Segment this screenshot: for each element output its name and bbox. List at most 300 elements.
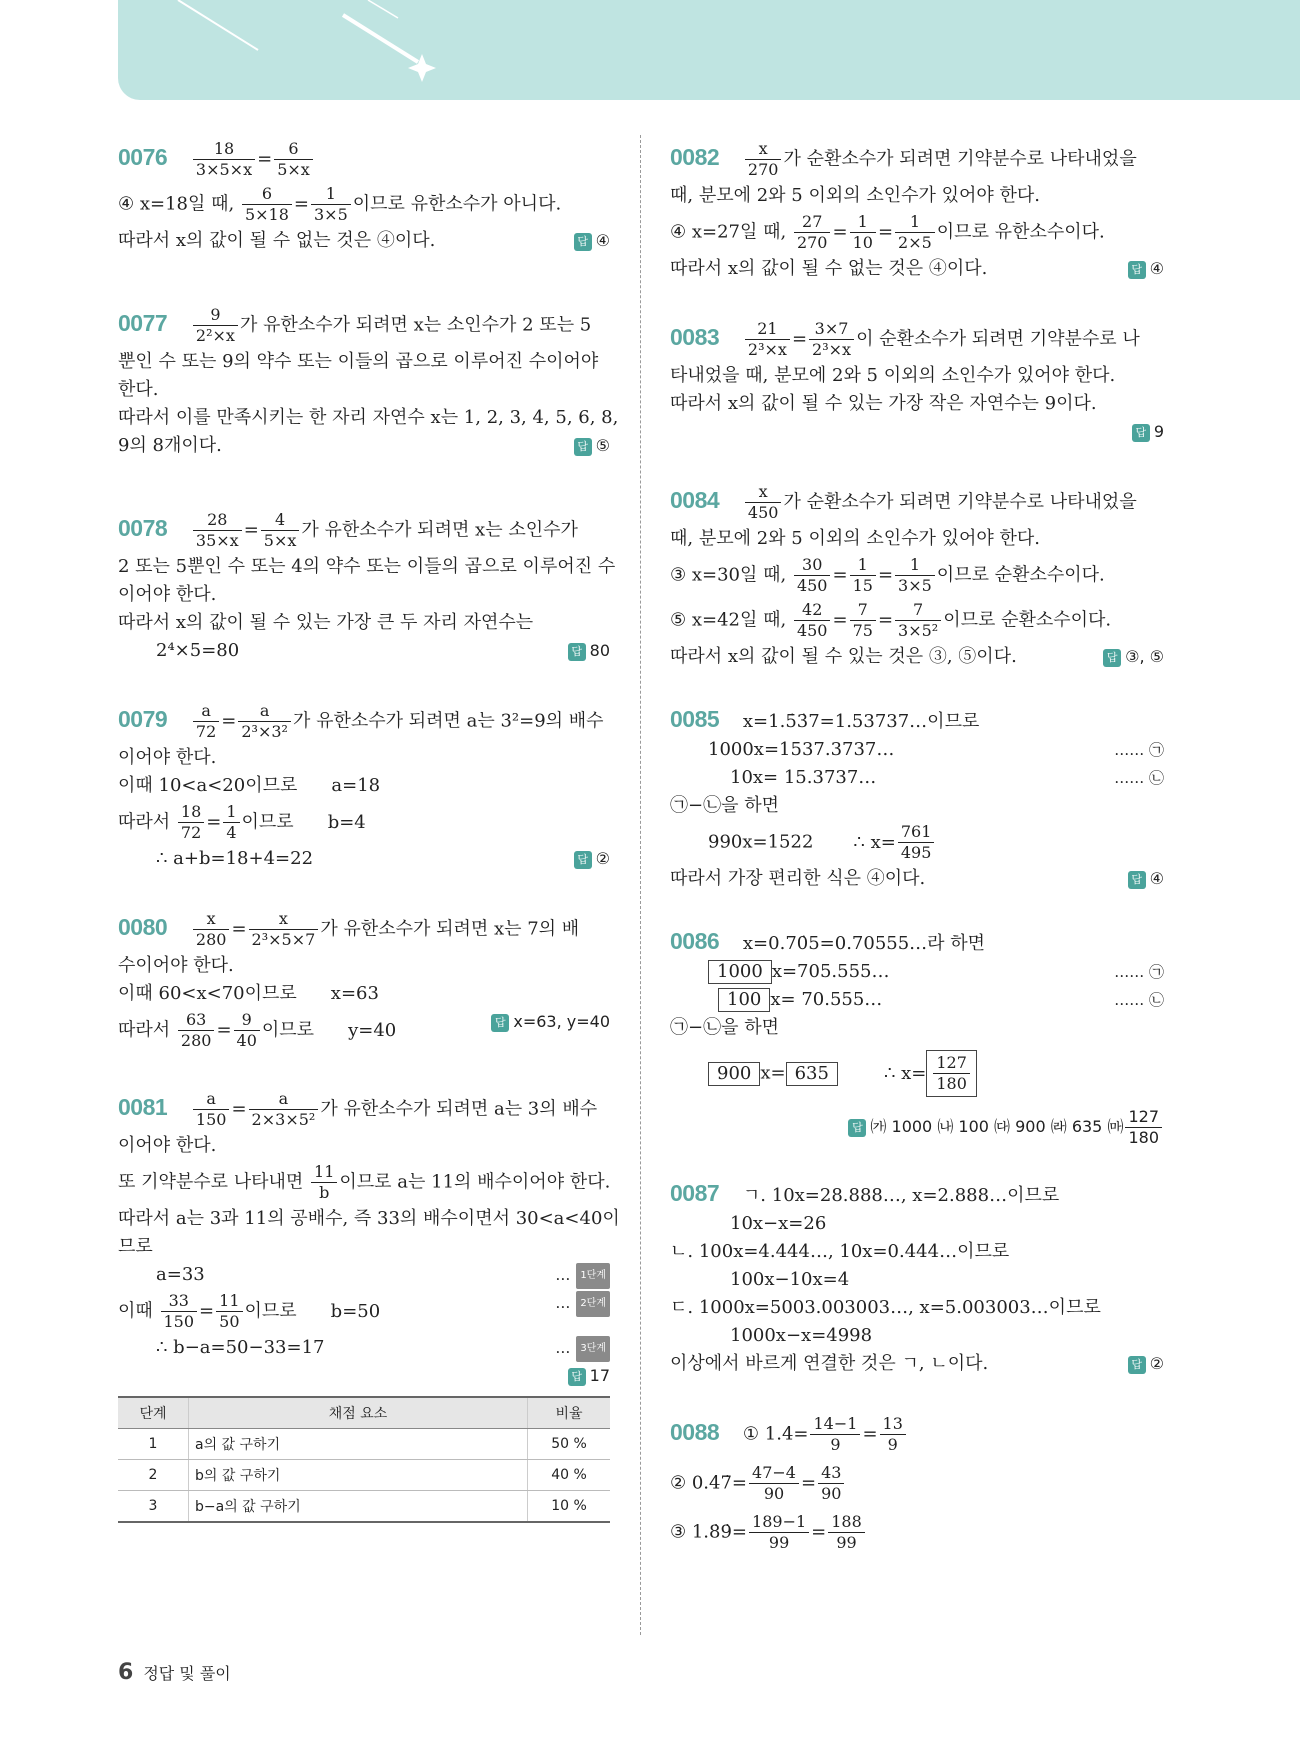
problem-number: 0078: [118, 514, 168, 541]
numerator: x: [249, 909, 319, 930]
denominator: 10: [852, 233, 873, 252]
denominator: 99: [836, 1533, 857, 1552]
fraction: [745, 319, 790, 360]
blank-box: 900: [708, 1062, 760, 1086]
fraction: [193, 909, 230, 950]
text: a=33: [156, 1264, 205, 1285]
text: 가 유한소수가 되려면 x는 소인수가 2 또는 5: [239, 314, 592, 336]
equation-marker: …… ㉠: [1114, 963, 1164, 981]
text: ④ x=27일 때,: [670, 221, 792, 243]
blank-box: 1000: [708, 960, 772, 984]
answer-icon: 답: [848, 1119, 866, 1137]
answer-value: ④: [1149, 259, 1164, 278]
text: a=18: [331, 775, 381, 796]
text: ∴ x=: [853, 831, 896, 853]
table-row: [118, 1491, 610, 1523]
answer: [574, 229, 610, 253]
page-footer: [118, 1660, 231, 1685]
answer: [1103, 645, 1164, 669]
text: b=50: [330, 1300, 381, 1322]
text: x=705.555…: [771, 961, 890, 982]
answer: [568, 639, 610, 663]
answer-value: ③, ⑤: [1125, 647, 1164, 666]
numerator: 18: [178, 802, 204, 823]
numerator: 9: [234, 1010, 260, 1031]
text: 따라서: [118, 811, 176, 833]
answer-icon: 답: [1128, 1356, 1146, 1374]
text: 므로: [118, 1236, 153, 1257]
text: y=40: [348, 1019, 397, 1041]
table-cell: 3: [118, 1491, 189, 1523]
problem-0079: 0079 $\frac{a}{72}$ = $\frac{a}{\text{2³×3²}}$ 가 유한소수가 되려면 a는 3²=9의 배수 이어야 한다. 이때 10<a<20이므로 a=18 따라서 $\frac{18}{72}$ = $\frac{1}{4}$ 이므로 b=4 ∴ a+b=18+4=22 답 ②: [118, 701, 610, 869]
text: 1000x=1537.3737…: [708, 739, 895, 760]
column-divider: [640, 135, 641, 1635]
fraction: [161, 1291, 198, 1332]
numerator: 11: [216, 1291, 242, 1312]
answer: [1132, 420, 1164, 444]
step-tag: 3단계: [576, 1336, 610, 1362]
problem-0076: 0076 $\frac{18}{3\times 5\times x}$ = $\frac{6}{5\times x}$ ④ x=18일 때, $\frac{6}{5\times 18}$ = $\frac{1}{3\times 5}$ 이므로 유한소수가 아니다. 따라서 x의 값이 될 수 없는 것은 ④이다. 답 ④: [118, 139, 610, 251]
problem-number: 0087: [670, 1180, 720, 1206]
problem-0080: 0080 $\frac{x}{280}$ = $\frac{x}{\text{2³×5×7}}$ 가 유한소수가 되려면 x는 7의 배 수이어야 한다. 이때 60<x<70이므로 x=63 따라서 $\frac{63}{280}$ = $\frac{9}{40}$ 이므로 y=40 답 x=63, y=40: [118, 909, 610, 1050]
denominator: 2³×x: [812, 340, 852, 359]
text: 이므로: [241, 811, 294, 833]
numerator: 18: [193, 139, 255, 160]
text: ∴ a+b=18+4=22: [156, 848, 314, 869]
numerator: 188: [828, 1512, 865, 1533]
text: 또 기약분수로 나타내면: [118, 1171, 310, 1193]
numerator: a: [193, 701, 219, 722]
fraction: [818, 1463, 844, 1504]
text: x=: [760, 1062, 786, 1084]
numerator: 1: [895, 555, 935, 576]
fraction: [193, 1089, 230, 1130]
text: 따라서 x의 값이 될 수 있는 가장 작은 자연수는 9이다.: [670, 393, 1097, 414]
numerator: 47−4: [749, 1463, 799, 1484]
fraction: [880, 1414, 906, 1455]
numerator: 127: [1125, 1107, 1162, 1128]
answer-value: ②: [1149, 1354, 1164, 1373]
equation-marker: …… ㉠: [1114, 741, 1164, 759]
text: ㄴ. 100x=4.444…, 10x=0.444…이므로: [670, 1241, 1010, 1262]
text: 이므로 a는 11의 배수이어야 한다.: [339, 1171, 611, 1193]
denominator: 72: [180, 823, 202, 842]
answer-value: ④: [595, 231, 610, 250]
fraction: [810, 1414, 860, 1455]
denominator: 2³×5×7: [251, 930, 316, 949]
denominator: 9: [830, 1435, 841, 1454]
table-header: 채점 요소: [189, 1397, 528, 1429]
text: ① 1.4̇=: [742, 1423, 809, 1445]
problem-0081: 0081 $\frac{a}{150}$ = $\frac{a}{\text{2×3×5²}}$ 가 유한소수가 되려면 a는 3의 배수 이어야 한다. 또 기약분수로 나타내면 $\frac{11}{b}$ 이므로 a는 11의 배수이어야 한다. 따라서 a는 3과 11의 공배수, 즉 33의 배수이면서 30<a<40이 므로 a=33 … 1단계 이때 $\frac{33}{150}$ = $\frac{11}{50}$ 이므로 b=50 … 2단계 ∴ b−a=50−33=17 … 3단계 답 17 단계 채점 요소 비율 1 a의 값 구하기 50 % 2 b의 값 구하기 40 % 3 b−a의 값 구하기 10 %: [118, 1089, 610, 1523]
problem-0083: 0083 $\frac{21}{\text{2³×x}}$ = $\frac{3\times 7}{\text{2³×x}}$ 이 순환소수가 되려면 기약분수로 나 타내었을 때, 분모에 2와 5 이외의 소인수가 있어야 한다. 따라서 x의 값이 될 수 있는 가장 작은 자연수는 9이다. 답 9: [670, 319, 1164, 444]
text: 따라서: [118, 1019, 176, 1041]
denominator: b: [319, 1183, 330, 1202]
denominator: 9: [887, 1435, 898, 1454]
numerator: 6: [274, 139, 313, 160]
text: ③ x=30일 때,: [670, 564, 792, 586]
text: 이 순환소수가 되려면 기약분수로 나: [856, 328, 1140, 350]
dots: …: [555, 1294, 571, 1312]
denominator: 3×5×x: [195, 160, 253, 179]
text: ㄷ. 1000x=5003.003003…, x=5.003003…이므로: [670, 1297, 1101, 1318]
table-cell: b−a의 값 구하기: [189, 1491, 528, 1523]
problem-0086: [670, 928, 1164, 1147]
numerator: 1: [850, 212, 876, 233]
denominator: 4: [226, 823, 237, 842]
fraction: [850, 212, 876, 253]
text: ㉠−㉡을 하면: [670, 1017, 779, 1038]
fraction: [311, 184, 351, 225]
text: 가 유한소수가 되려면 x는 7의 배: [320, 918, 580, 940]
denominator: 270: [796, 233, 828, 252]
text: ③ 1.8̇9̇=: [670, 1521, 748, 1543]
denominator: 5×x: [263, 531, 297, 550]
text: 이때 10<a<20이므로: [118, 775, 298, 796]
text: x=0.70̇5=0.70555…라 하면: [742, 933, 986, 954]
text: 뿐인 수 또는 9의 약수 또는 이들의 곱으로 이루어진 수이어야: [118, 351, 599, 372]
blank-box: 100: [718, 988, 770, 1012]
denominator: 270: [747, 160, 779, 179]
footer-title: 정답 및 풀이: [143, 1664, 231, 1683]
text: 따라서 x의 값이 될 수 없는 것은 ④이다.: [118, 230, 436, 251]
denominator: 75: [852, 621, 873, 640]
answer-icon: 답: [1128, 871, 1146, 889]
numerator: a: [249, 1089, 319, 1110]
answer-icon: 답: [1132, 424, 1150, 442]
text: 이므로 유한소수이다.: [936, 221, 1105, 243]
numerator: 27: [794, 212, 831, 233]
denominator: 2×5: [898, 233, 932, 252]
problem-0085: [670, 707, 1164, 891]
text: 이므로 순환소수이다.: [943, 609, 1112, 631]
denominator: 3×5: [898, 576, 932, 595]
fraction: [261, 510, 300, 551]
table-cell: a의 값 구하기: [189, 1429, 528, 1460]
numerator: 1: [895, 212, 935, 233]
text: 이어야 한다.: [118, 1135, 217, 1156]
answer: [574, 434, 610, 458]
text: 2 또는 5뿐인 수 또는 4의 약수 또는 이들의 곱으로 이루어진 수: [118, 556, 616, 577]
text: ∴ x=: [883, 1062, 927, 1084]
fraction: [223, 802, 239, 843]
denominator: 90: [763, 1484, 785, 1503]
text: 이어야 한다.: [118, 747, 217, 768]
denominator: 150: [195, 1110, 227, 1129]
answer-value: ④: [1149, 869, 1164, 888]
fraction: [828, 1512, 865, 1553]
text: b=4: [327, 811, 366, 833]
numerator: 1: [850, 555, 876, 576]
fraction: [898, 822, 935, 863]
fraction: [895, 555, 935, 596]
numerator: 43: [818, 1463, 844, 1484]
numerator: x: [193, 909, 230, 930]
fraction: [234, 1010, 260, 1051]
problem-0082: 0082 $\frac{x}{270}$ 가 순환소수가 되려면 기약분수로 나타내었을 때, 분모에 2와 5 이외의 소인수가 있어야 한다. ④ x=27일 때, $\frac{27}{270}$ = $\frac{1}{10}$ = $\frac{1}{2\times 5}$ 이므로 유한소수이다. 따라서 x의 값이 될 수 없는 것은 ④이다. 답 ④: [670, 139, 1164, 279]
text: 10x= 15.3737…: [730, 767, 877, 788]
text: ⑤ x=42일 때,: [670, 609, 792, 631]
problem-number: 0088: [670, 1418, 720, 1445]
problem-number: 0084: [670, 486, 720, 513]
problem-number: 0086: [670, 928, 720, 954]
table-header: 비율: [528, 1397, 611, 1429]
answer-icon: 답: [568, 643, 586, 661]
denominator: 5×x: [277, 160, 310, 179]
text: 타내었을 때, 분모에 2와 5 이외의 소인수가 있어야 한다.: [670, 365, 1116, 386]
text: 가 순환소수가 되려면 기약분수로 나타내었을: [783, 148, 1137, 170]
numerator: 63: [178, 1010, 215, 1031]
denominator: 180: [1128, 1128, 1159, 1147]
denominator: 2³×3²: [241, 722, 288, 741]
text: 이상에서 바르게 연결한 것은 ㄱ, ㄴ이다.: [670, 1353, 989, 1374]
numerator: 33: [161, 1291, 198, 1312]
numerator: 9: [193, 305, 238, 326]
text: 따라서 가장 편리한 식은 ④이다.: [670, 868, 926, 889]
numerator: 189−1: [749, 1512, 809, 1533]
denominator: 2²×x: [195, 326, 235, 345]
fraction: [193, 139, 255, 180]
text: 이므로 유한소수가 아니다.: [352, 193, 562, 215]
table-row: [118, 1429, 610, 1460]
table-cell: b의 값 구하기: [189, 1460, 528, 1491]
table-cell: 50 %: [528, 1429, 611, 1460]
fraction: [745, 482, 782, 523]
fraction: [809, 319, 854, 360]
answer-icon: 답: [568, 1368, 586, 1386]
answer-value: 17: [589, 1366, 610, 1385]
star-decoration-icon: [118, 0, 1300, 100]
text: 이므로 순환소수이다.: [936, 564, 1105, 586]
answer: [491, 1010, 610, 1034]
text: ④ x=18일 때,: [118, 193, 240, 215]
text: 1000x−x=4998: [730, 1325, 873, 1346]
problem-number: 0076: [118, 143, 168, 170]
fraction: [193, 701, 219, 742]
text: 이어야 한다.: [118, 584, 217, 605]
fraction: [274, 139, 313, 180]
answer-icon: 답: [574, 233, 592, 251]
denominator: 450: [747, 503, 779, 522]
problem-0077: [118, 305, 619, 458]
numerator: 14−1: [810, 1414, 860, 1435]
numerator: x: [745, 482, 782, 503]
answer-icon: 답: [1128, 261, 1146, 279]
problem-number: 0079: [118, 705, 168, 732]
fraction: [242, 184, 292, 225]
fraction: [216, 1291, 242, 1332]
text: x=1.5̇3̇7=1.53737…이므로: [742, 711, 980, 732]
denominator: 40: [236, 1031, 257, 1050]
denominator: 180: [936, 1074, 967, 1093]
step-tag: 2단계: [576, 1291, 610, 1317]
step-marker: [555, 1263, 610, 1289]
fraction: [193, 305, 238, 346]
denominator: 72: [195, 722, 217, 741]
table-row: [118, 1460, 610, 1491]
table-cell: 40 %: [528, 1460, 611, 1491]
problem-0088: 0088 ① 1.4̇= $\frac{14-1}{9}$ = $\frac{13}{9}$ ② 0.4̇7̇= $\frac{47-4}{90}$ = $\frac{43}{90}$ ③ 1.8̇9̇= $\frac{189-1}{99}$ = $\frac{188}{99}$: [670, 1414, 1164, 1553]
denominator: 90: [821, 1484, 842, 1503]
numerator: 30: [794, 555, 831, 576]
right-column: [670, 135, 1164, 1591]
text: ∴ b−a=50−33=17: [156, 1337, 325, 1358]
fraction: [850, 555, 876, 596]
denominator: 99: [768, 1533, 790, 1552]
answer: [1128, 867, 1164, 891]
fraction: [749, 1512, 809, 1553]
fraction: [311, 1162, 337, 1203]
numerator: a: [238, 701, 291, 722]
text: 따라서 이를 만족시키는 한 자리 자연수 x는 1, 2, 3, 4, 5, 6, 8,: [118, 407, 619, 428]
numerator: 1: [311, 184, 351, 205]
text: 가 순환소수가 되려면 기약분수로 나타내었을: [783, 491, 1137, 513]
denominator: 495: [900, 843, 932, 862]
numerator: 7: [895, 600, 941, 621]
numerator: 761: [898, 822, 935, 843]
left-column: [118, 135, 620, 1561]
problem-0087: [670, 1181, 1164, 1376]
problem-number: 0085: [670, 706, 720, 732]
fraction: [249, 909, 319, 950]
numerator: 28: [193, 510, 242, 531]
equals: =: [257, 148, 273, 170]
answer-value: ⑤: [595, 436, 610, 455]
fraction: [794, 212, 831, 253]
text: 따라서 x의 값이 될 수 있는 가장 큰 두 자리 자연수는: [118, 612, 534, 633]
denominator: 35×x: [195, 531, 239, 550]
text: 가 유한소수가 되려면 a는 3의 배수: [320, 1098, 598, 1120]
numerator: 3×7: [809, 319, 854, 340]
text: 이므로: [244, 1300, 297, 1322]
text: x=63: [330, 983, 379, 1004]
fraction: [178, 1010, 215, 1051]
fraction: [193, 510, 242, 551]
answer: [848, 1107, 1164, 1148]
answer-icon: 답: [1103, 649, 1121, 667]
problem-number: 0082: [670, 143, 720, 170]
page-number: 6: [118, 1660, 134, 1685]
problem-number: 0080: [118, 913, 168, 940]
problem-number: 0083: [670, 323, 720, 350]
text: 이때: [118, 1300, 159, 1322]
numerator: 127: [933, 1053, 970, 1074]
denominator: 450: [796, 621, 828, 640]
text: 따라서 x의 값이 될 수 없는 것은 ④이다.: [670, 258, 988, 279]
text: 때, 분모에 2와 5 이외의 소인수가 있어야 한다.: [670, 185, 1040, 206]
numerator: 21: [745, 319, 790, 340]
denominator: 2³×x: [747, 340, 787, 359]
table-cell: 10 %: [528, 1491, 611, 1523]
numerator: 1: [223, 802, 239, 823]
text: 이때 60<x<70이므로: [118, 983, 297, 1004]
numerator: 11: [311, 1162, 337, 1183]
fraction: [749, 1463, 799, 1504]
text: ㄱ. 10x=28.888…, x=2.888…이므로: [742, 1185, 1060, 1206]
answer: [568, 1364, 610, 1388]
text: 9의 8개이다.: [118, 435, 222, 456]
problem-number: 0081: [118, 1093, 168, 1120]
scoring-table: [118, 1396, 610, 1523]
fraction: [794, 555, 831, 596]
text: 10x−x=26: [730, 1213, 827, 1234]
step-marker: [555, 1336, 610, 1362]
answer: [1128, 1352, 1164, 1376]
text: 가 유한소수가 되려면 a는 3²=9의 배수: [292, 710, 604, 732]
text: 2⁴×5=80: [156, 640, 240, 661]
text: 가 유한소수가 되려면 x는 소인수가: [301, 519, 578, 541]
answer-value: ㈎ 1000 ㈏ 100 ㈐ 900 ㈑ 635 ㈒: [870, 1117, 1124, 1136]
fraction: [1125, 1107, 1162, 1148]
fraction: [238, 701, 291, 742]
answer-value: 80: [589, 641, 610, 660]
text: 이므로: [261, 1019, 315, 1041]
blank-box: 635: [786, 1062, 838, 1086]
denominator: 15: [852, 576, 873, 595]
denominator: 2×3×5²: [251, 1110, 316, 1129]
fraction: [745, 139, 782, 180]
denominator: 3×5²: [898, 621, 939, 640]
denominator: 150: [163, 1312, 195, 1331]
text: 따라서 a는 3과 11의 공배수, 즉 33의 배수이면서 30<a<40이: [118, 1208, 620, 1229]
answer-icon: 답: [574, 851, 592, 869]
answer: [1128, 257, 1164, 281]
fraction: [895, 212, 935, 253]
denominator: 50: [219, 1312, 240, 1331]
answer-value: x=63, y=40: [513, 1012, 610, 1031]
equation-marker: …… ㉡: [1114, 991, 1164, 1009]
table-header: 단계: [118, 1397, 189, 1429]
denominator: 5×18: [244, 205, 289, 224]
problem-0084: 0084 $\frac{x}{450}$ 가 순환소수가 되려면 기약분수로 나타내었을 때, 분모에 2와 5 이외의 소인수가 있어야 한다. ③ x=30일 때, $\frac{30}{450}$ = $\frac{1}{15}$ = $\frac{1}{3\times 5}$ 이므로 순환소수이다. ⑤ x=42일 때, $\frac{42}{450}$ = $\frac{7}{75}$ = $\frac{7}{\text{3×5²}}$ 이므로 순환소수이다. 따라서 x의 값이 될 수 있는 것은 ③, ⑤이다. 답 ③, ⑤: [670, 482, 1164, 667]
step-marker: [555, 1291, 610, 1317]
fraction: [933, 1053, 970, 1094]
answer: [574, 847, 610, 871]
step-tag: 1단계: [576, 1263, 610, 1289]
problem-number: 0077: [118, 309, 168, 336]
dots: …: [555, 1339, 571, 1357]
table-cell: 2: [118, 1460, 189, 1491]
text: 100x−10x=4: [730, 1269, 850, 1290]
fraction: [249, 1089, 319, 1130]
blank-box: [926, 1050, 977, 1097]
numerator: 42: [794, 600, 831, 621]
table-cell: 1: [118, 1429, 189, 1460]
fraction: [178, 802, 204, 843]
numerator: a: [193, 1089, 230, 1110]
denominator: 3×5: [313, 205, 348, 224]
numerator: 4: [261, 510, 300, 531]
text: 따라서 x의 값이 될 수 있는 것은 ③, ⑤이다.: [670, 646, 1017, 667]
text: 때, 분모에 2와 5 이외의 소인수가 있어야 한다.: [670, 528, 1040, 549]
numerator: 6: [242, 184, 292, 205]
text: ② 0.4̇7̇=: [670, 1472, 748, 1494]
header-band: [118, 0, 1300, 100]
denominator: 280: [180, 1031, 212, 1050]
text: x= 70.555…: [770, 989, 883, 1010]
numerator: 7: [850, 600, 876, 621]
text: 수이어야 한다.: [118, 955, 234, 976]
answer-value: ②: [595, 849, 610, 868]
equation-marker: …… ㉡: [1114, 769, 1164, 787]
answer-value: 9: [1153, 422, 1164, 441]
text: ㉠−㉡을 하면: [670, 795, 779, 816]
fraction: [895, 600, 941, 641]
answer-icon: 답: [491, 1014, 509, 1032]
fraction: [850, 600, 876, 641]
text: 990x=1522: [708, 831, 814, 853]
fraction: [794, 600, 831, 641]
